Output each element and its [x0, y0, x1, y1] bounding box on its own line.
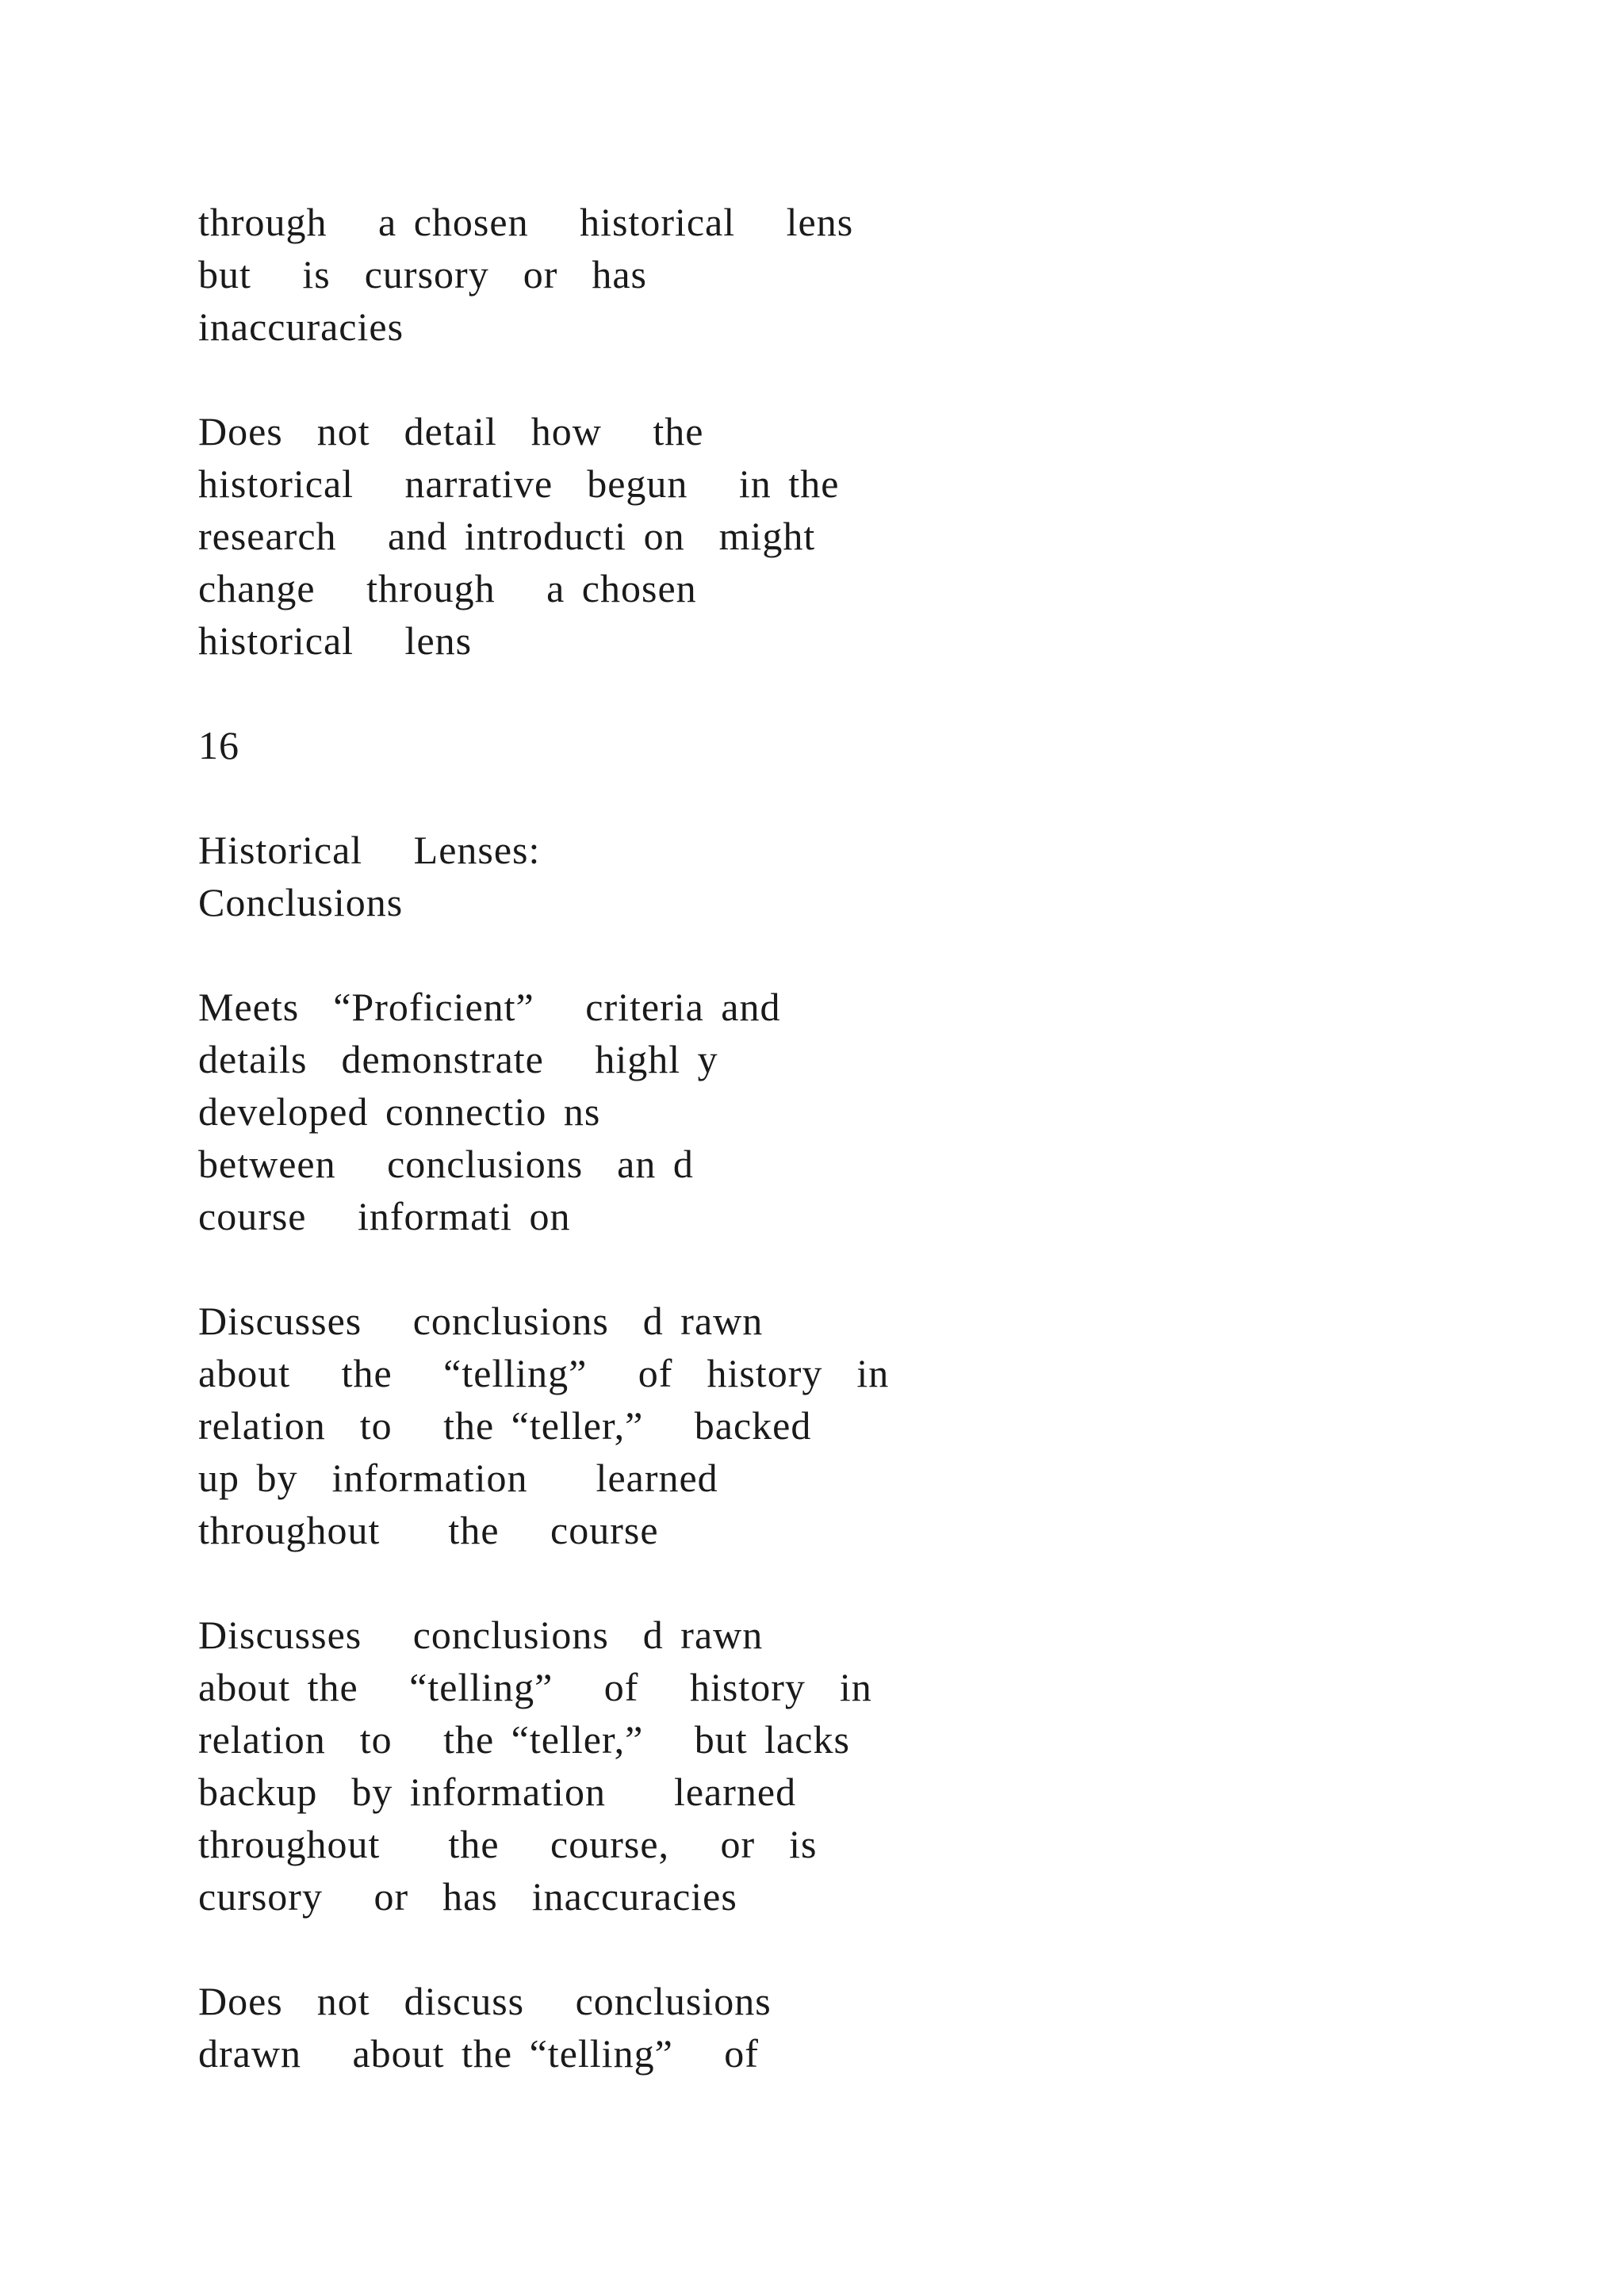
text-line: inaccuracies [198, 304, 404, 349]
paragraph-lens-missing [198, 405, 839, 667]
text-line: course informati on [198, 1194, 571, 1238]
text-line: throughout the course [198, 1508, 659, 1552]
text-line: throughout the course, or is [198, 1822, 818, 1866]
text-line: details demonstrate highl y [198, 1037, 718, 1081]
text-line: Does not detail how the [198, 409, 704, 453]
paragraph-exemplary [198, 981, 781, 1242]
point-value [198, 719, 239, 771]
document-page [198, 0, 1308, 2296]
text-line: relation to the “teller,” but lacks [198, 1717, 850, 1762]
text-line: historical narrative begun in the [198, 461, 840, 506]
text-line: through a chosen historical lens [198, 200, 854, 244]
text-line: Historical Lenses: [198, 828, 541, 872]
text-line: drawn about the “telling” of [198, 2031, 759, 2076]
text-line: but is cursory or has [198, 252, 647, 297]
text-line: 16 [198, 723, 239, 767]
text-line: backup by information learned [198, 1770, 797, 1814]
text-line: about the “telling” of history in [198, 1665, 872, 1709]
paragraph-not-evident [198, 1975, 772, 2080]
text-line: Conclusions [198, 880, 404, 924]
text-line: Discusses conclusions d rawn [198, 1299, 764, 1343]
text-line: relation to the “teller,” backed [198, 1403, 812, 1448]
text-line: developed connectio ns [198, 1089, 601, 1134]
text-line: up by information learned [198, 1456, 718, 1500]
criterion-heading [198, 824, 540, 928]
paragraph-proficient [198, 1295, 889, 1556]
text-line: Does not discuss conclusions [198, 1979, 772, 2023]
text-line: change through a chosen [198, 566, 697, 610]
text-line: Discusses conclusions d rawn [198, 1613, 764, 1657]
text-line: about the “telling” of history in [198, 1351, 890, 1395]
text-line: historical lens [198, 618, 473, 663]
text-line: Meets “Proficient” criteria and [198, 985, 781, 1029]
text-line: cursory or has inaccuracies [198, 1874, 737, 1919]
text-line: research and introducti on might [198, 514, 816, 558]
text-line: between conclusions an d [198, 1142, 694, 1186]
paragraph-lens-cursory [198, 196, 853, 353]
paragraph-needs-improvement [198, 1609, 872, 1923]
